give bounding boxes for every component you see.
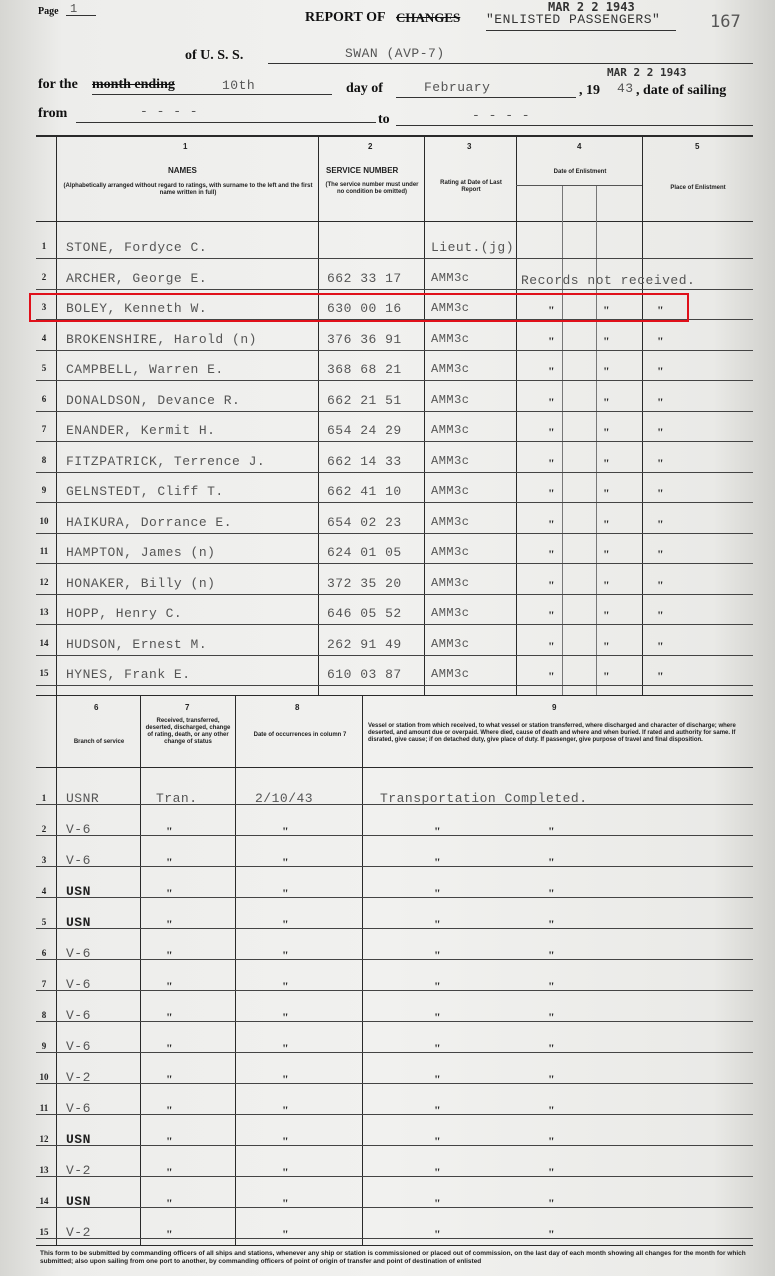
lower-row-line [36,1114,753,1115]
rating: AMM3c [431,667,470,681]
lower-row-line [36,866,753,867]
rating: AMM3c [431,484,470,498]
ditto-mark: " [657,303,664,317]
ditto-mark: " [548,456,555,470]
upper-row-line [36,624,753,625]
ditto-mark: " [548,1072,555,1086]
ditto-mark: " [548,824,555,838]
from-label: from [38,106,68,121]
col9-number: 9 [552,703,557,712]
service-number: 654 24 29 [327,423,402,438]
ditto-mark: " [548,303,555,317]
service-number: 372 35 20 [327,576,402,591]
col3-number: 3 [467,142,472,151]
col6-number: 6 [94,703,99,712]
ditto-mark: " [548,886,555,900]
ditto-mark: " [434,1196,441,1210]
rating: AMM3c [431,545,470,559]
service-number: 662 33 17 [327,271,402,286]
rating: AMM3c [431,576,470,590]
row-number: 4 [41,333,47,343]
row-number: 5 [41,363,47,373]
occurrence-date: 2/10/43 [255,791,314,806]
row-number: 3 [41,302,47,312]
branch-of-service: V-6 [66,1039,91,1054]
day-value: 10th [222,78,256,93]
from-line [76,122,376,123]
ditto-mark: " [603,486,610,500]
report-type-line [486,30,676,31]
status-change: Tran. [156,791,198,806]
ditto-mark: " [548,1041,555,1055]
row-number: 13 [39,1165,49,1175]
highlight-box [29,293,689,322]
ditto-mark: " [282,1072,289,1086]
upper-row-line [36,289,753,290]
ditto-mark: " [282,1134,289,1148]
report-type: "ENLISTED PASSENGERS" [486,12,661,27]
passenger-name: GELNSTEDT, Cliff T. [66,484,224,499]
lower-rownum-divider [56,695,57,1245]
ditto-mark: " [657,486,664,500]
row-number: 13 [39,607,49,617]
ditto-mark: " [282,1227,289,1241]
ditto-mark: " [166,979,173,993]
service-number: 662 14 33 [327,454,402,469]
branch-of-service: USN [66,884,91,899]
ditto-mark: " [657,608,664,622]
col7-divider [235,695,236,1245]
lower-row-line [36,835,753,836]
ditto-mark: " [548,669,555,683]
row-number: 6 [41,948,47,958]
ship-name: SWAN (AVP-7) [345,46,445,61]
ditto-mark: " [282,824,289,838]
to-label: to [378,112,390,127]
ditto-mark: " [548,425,555,439]
ditto-mark: " [434,979,441,993]
passenger-name: FITZPATRICK, Terrence J. [66,454,266,469]
rownum-divider [56,135,57,696]
row-number: 10 [39,1072,49,1082]
ditto-mark: " [548,517,555,531]
col3-divider [516,135,517,696]
row-number: 3 [41,855,47,865]
ditto-mark: " [166,948,173,962]
ditto-mark: " [282,1103,289,1117]
ditto-mark: " [282,917,289,931]
upper-row-line [36,411,753,412]
upper-row-line [36,380,753,381]
col8-number: 8 [295,703,300,712]
ditto-mark: " [282,948,289,962]
row-number: 8 [41,1010,47,1020]
file-number: 167 [710,12,741,32]
col3-title: Rating at Date of Last Report [440,180,502,193]
row-number: 2 [41,824,47,834]
lower-table-top [36,695,753,696]
service-number: 654 02 23 [327,515,402,530]
ditto-mark: " [166,886,173,900]
ditto-mark: " [434,855,441,869]
passenger-name: ARCHER, George E. [66,271,208,286]
branch-of-service: USNR [66,791,100,806]
col9-title: Vessel or station from which received, to what vessel or station transferred, where discharged and character of discharge; where deserted, and amount due or overpaid. Where died, cause of death and where and when buried. If rated and authority for same. If disrated, give cause; if on detached duty, give place of duty. If passenger, give purpose of travel and final disposition. [368,723,736,743]
branch-of-service: USN [66,1132,91,1147]
ditto-mark: " [657,395,664,409]
ditto-mark: " [166,1134,173,1148]
ditto-mark: " [166,917,173,931]
month-line [396,97,576,98]
ditto-mark: " [548,334,555,348]
ditto-mark: " [166,1103,173,1117]
ditto-mark: " [657,669,664,683]
col1-divider [318,135,319,696]
ditto-mark: " [434,917,441,931]
ditto-mark: " [603,578,610,592]
ditto-mark: " [603,364,610,378]
date-stamp: MAR 2 2 1943 [607,66,687,79]
ditto-mark: " [548,1103,555,1117]
lower-row-line [36,1145,753,1146]
remarks: Transportation Completed. [380,791,588,806]
upper-row-line [36,563,753,564]
row-number: 10 [39,516,49,526]
ditto-mark: " [282,1196,289,1210]
lower-row-line [36,897,753,898]
col1-subtitle: (Alphabetically arranged without regard to ratings, with surname to the left and the first name written in full) [63,183,313,196]
passenger-name: HUDSON, Ernest M. [66,637,208,652]
upper-row-line [36,441,753,442]
lower-row-line [36,990,753,991]
ditto-mark: " [548,1165,555,1179]
branch-of-service: V-6 [66,1008,91,1023]
report-of-label: REPORT OF [305,10,386,25]
ditto-mark: " [603,456,610,470]
rating: AMM3c [431,393,470,407]
struck-changes: CHANGES [396,10,461,25]
ditto-mark: " [434,1103,441,1117]
ditto-mark: " [657,364,664,378]
row-number: 9 [41,485,47,495]
row-number: 8 [41,455,47,465]
upper-table-top [36,135,753,137]
row-number: 11 [39,546,49,556]
row-number: 7 [41,979,47,989]
ditto-mark: " [434,1041,441,1055]
ditto-mark: " [434,1165,441,1179]
ditto-mark: " [548,948,555,962]
footer-instructions: This form to be submitted by commanding officers of all ships and stations, whenever any ship or station is commissioned or placed out of commission, on the last day of each month showing all changes for the month for which submitted; also upon sailing from one port to another, by commanding officers of point of origin of transfer and point of destination of enlisted [40,1250,746,1265]
service-number: 368 68 21 [327,362,402,377]
col1-title: NAMES [168,166,197,175]
col2-subtitle: (The service number must under no condition be omitted) [325,182,419,195]
col2-title: SERVICE NUMBER [326,166,399,175]
col7-number: 7 [185,703,190,712]
passenger-name: HONAKER, Billy (n) [66,576,216,591]
ditto-mark: " [548,1010,555,1024]
received-stamp: MAR 2 2 1943 [548,0,635,14]
ditto-mark: " [603,547,610,561]
from-value: - - - - [140,104,199,119]
ditto-mark: " [434,1227,441,1241]
ditto-mark: " [603,395,610,409]
row-number: 2 [41,272,47,282]
col4-subheader-line [516,185,642,186]
ditto-mark: " [166,824,173,838]
ditto-mark: " [282,1010,289,1024]
ditto-mark: " [166,1072,173,1086]
branch-of-service: V-6 [66,977,91,992]
row-number: 11 [39,1103,49,1113]
ditto-mark: " [657,334,664,348]
month-value: February [424,80,491,95]
ditto-mark: " [548,486,555,500]
ditto-mark: " [434,1072,441,1086]
col5-number: 5 [695,142,700,151]
row-number: 15 [39,1227,49,1237]
ditto-mark: " [548,639,555,653]
year-prefix: , 19 [579,83,600,98]
to-value: - - - - [472,108,531,123]
day-of-label: day of [346,81,383,96]
rating: AMM3c [431,271,470,285]
uss-label: of U. S. S. [185,48,244,63]
ditto-mark: " [603,639,610,653]
col4-title: Date of Enlistment [553,169,607,175]
ditto-mark: " [657,425,664,439]
ditto-mark: " [548,979,555,993]
ditto-mark: " [434,948,441,962]
year-value: 43 [617,81,634,96]
col1-number: 1 [183,142,188,151]
ditto-mark: " [603,669,610,683]
date-of-sailing-label: , date of sailing [636,83,727,98]
ditto-mark: " [548,917,555,931]
lower-row-line [36,1021,753,1022]
row-number: 5 [41,917,47,927]
col8-divider [362,695,363,1245]
lower-row-line [36,1176,753,1177]
ditto-mark: " [548,364,555,378]
struck-month-ending: month ending [92,77,175,92]
rating: Lieut.(jg) [431,240,515,255]
ditto-mark: " [657,517,664,531]
upper-row-line [36,472,753,473]
passenger-name: BROKENSHIRE, Harold (n) [66,332,257,347]
service-number: 376 36 91 [327,332,402,347]
branch-of-service: V-6 [66,822,91,837]
col6-divider [140,695,141,1245]
ditto-mark: " [434,886,441,900]
ditto-mark: " [657,639,664,653]
lower-row-line [36,959,753,960]
ditto-mark: " [657,578,664,592]
row-number: 6 [41,394,47,404]
page-number: 1 [70,2,78,16]
ditto-mark: " [548,608,555,622]
lower-row-line [36,1238,753,1239]
branch-of-service: USN [66,915,91,930]
service-number: 624 01 05 [327,545,402,560]
ditto-mark: " [166,1165,173,1179]
ditto-mark: " [548,1134,555,1148]
upper-row-line [36,258,753,259]
ditto-mark: " [166,1041,173,1055]
rating: AMM3c [431,606,470,620]
lower-header-bottom [36,767,753,768]
lower-table-bottom [36,1245,753,1246]
ditto-mark: " [282,886,289,900]
rating: AMM3c [431,332,470,346]
upper-row-line [36,533,753,534]
lower-row-line [36,928,753,929]
passenger-name: BOLEY, Kenneth W. [66,301,208,316]
records-note: Records not received. [521,273,696,288]
rating: AMM3c [431,637,470,651]
row-number: 14 [39,1196,49,1206]
ship-line [268,63,753,64]
ditto-mark: " [282,1165,289,1179]
ditto-mark: " [548,855,555,869]
ditto-mark: " [282,1041,289,1055]
service-number: 662 41 10 [327,484,402,499]
ditto-mark: " [166,1227,173,1241]
lower-row-line [36,1052,753,1053]
branch-of-service: V-2 [66,1070,91,1085]
row-number: 15 [39,668,49,678]
rating: AMM3c [431,454,470,468]
ditto-mark: " [548,1196,555,1210]
rating: AMM3c [431,423,470,437]
ditto-mark: " [166,1196,173,1210]
ditto-mark: " [548,547,555,561]
branch-of-service: V-6 [66,853,91,868]
passenger-name: HOPP, Henry C. [66,606,183,621]
ditto-mark: " [166,1010,173,1024]
service-number: 262 91 49 [327,637,402,652]
rating: AMM3c [431,362,470,376]
col4-divider [642,135,643,696]
col2-divider [424,135,425,696]
ditto-mark: " [548,578,555,592]
passenger-name: HYNES, Frank E. [66,667,191,682]
ditto-mark: " [603,517,610,531]
ditto-mark: " [548,1227,555,1241]
passenger-name: HAIKURA, Dorrance E. [66,515,233,530]
upper-row-line [36,685,753,686]
row-number: 12 [39,577,49,587]
service-number: 630 00 16 [327,301,402,316]
col6-title: Branch of service [73,739,125,745]
branch-of-service: V-2 [66,1163,91,1178]
row-number: 9 [41,1041,47,1051]
lower-row-line [36,1083,753,1084]
ditto-mark: " [548,395,555,409]
col2-number: 2 [368,142,373,151]
passenger-name: ENANDER, Kermit H. [66,423,216,438]
upper-row-line [36,655,753,656]
service-number: 610 03 87 [327,667,402,682]
col7-title: Received, transferred, deserted, discharged, change of rating, death, or any other change of status [145,718,231,745]
ditto-mark: " [603,303,610,317]
to-line [396,125,753,126]
ditto-mark: " [603,425,610,439]
row-number: 14 [39,638,49,648]
service-number: 646 05 52 [327,606,402,621]
passenger-name: STONE, Fordyce C. [66,240,208,255]
ditto-mark: " [603,334,610,348]
passenger-name: HAMPTON, James (n) [66,545,216,560]
upper-header-bottom [36,221,753,222]
row-number: 1 [41,793,47,803]
upper-row-line [36,350,753,351]
upper-row-line [36,594,753,595]
col5-title: Place of Enlistment [670,185,726,191]
for-the-label: for the [38,77,78,92]
rating: AMM3c [431,301,470,315]
ditto-mark: " [657,547,664,561]
page-label: Page [38,6,59,17]
row-number: 12 [39,1134,49,1144]
ditto-mark: " [434,1134,441,1148]
row-number: 4 [41,886,47,896]
passenger-name: CAMPBELL, Warren E. [66,362,224,377]
day-line [92,94,332,95]
row-number: 1 [41,241,47,251]
ditto-mark: " [657,456,664,470]
col4-number: 4 [577,142,582,151]
branch-of-service: V-2 [66,1225,91,1240]
branch-of-service: V-6 [66,946,91,961]
ditto-mark: " [434,824,441,838]
lower-row-line [36,1207,753,1208]
ditto-mark: " [166,855,173,869]
rating: AMM3c [431,515,470,529]
service-number: 662 21 51 [327,393,402,408]
branch-of-service: V-6 [66,1101,91,1116]
ditto-mark: " [434,1010,441,1024]
ditto-mark: " [603,608,610,622]
upper-row-line [36,502,753,503]
col8-title: Date of occurrences in column 7 [253,732,347,738]
branch-of-service: USN [66,1194,91,1209]
ditto-mark: " [282,979,289,993]
ditto-mark: " [282,855,289,869]
row-number: 7 [41,424,47,434]
passenger-name: DONALDSON, Devance R. [66,393,241,408]
